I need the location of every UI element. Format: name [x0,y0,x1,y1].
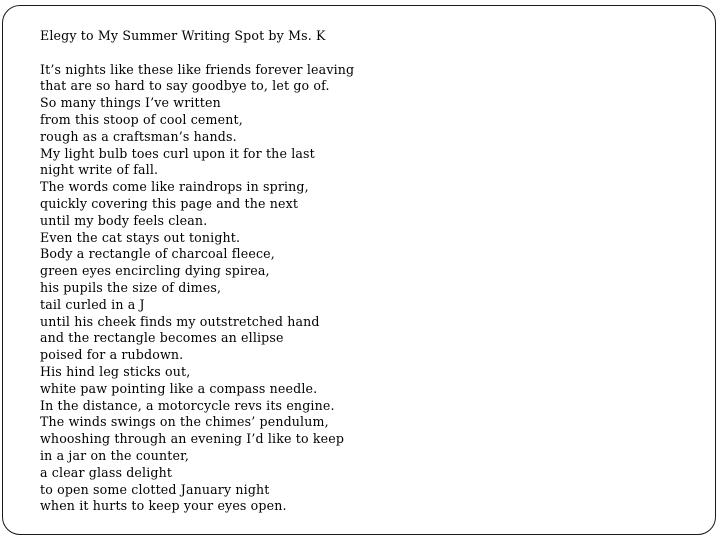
poem-title: Elegy to My Summer Writing Spot by Ms. K [40,28,326,43]
poem-line: The winds swings on the chimes’ pendulum, [40,414,329,430]
poem-line: white paw pointing like a compass needle. [40,380,318,396]
poem-line: rough as a craftsman’s hands. [40,128,237,144]
poem-line: quickly covering this page and the next [40,195,299,211]
poem-body [40,62,680,516]
poem-line: Body a rectangle of charcoal fleece, [40,246,275,262]
poem-line: green eyes encircling dying spirea, [40,263,270,279]
poem-line: when it hurts to keep your eyes open. [40,498,287,514]
poem-line: So many things I’ve written [40,95,221,111]
poem-line: in a jar on the counter, [40,447,190,463]
poem-line: His hind leg sticks out, [40,363,191,379]
poem-line: and the rectangle becomes an ellipse [40,330,284,346]
poem-line: Even the cat stays out tonight. [40,229,241,245]
poem-line: to open some clotted January night [40,481,270,497]
poem-line: whooshing through an evening I’d like to keep [40,431,345,447]
poem-line: until his cheek finds my outstretched hand [40,313,320,329]
slide-frame [2,5,716,535]
poem-line: a clear glass delight [40,464,173,480]
poem-line: that are so hard to say goodbye to, let go of. [40,78,330,94]
poem-line: In the distance, a motorcycle revs its engine. [40,397,335,413]
poem-line: from this stoop of cool cement, [40,111,243,127]
poem-line: night write of fall. [40,162,159,178]
poem-line: The words come like raindrops in spring, [40,179,309,195]
poem-line: until my body feels clean. [40,212,208,228]
poem-line: tail curled in a J [40,296,145,312]
poem-line: his pupils the size of dimes, [40,279,222,295]
poem-line: poised for a rubdown. [40,347,184,363]
poem-line: My light bulb toes curl upon it for the last [40,145,315,161]
poem-text-area [40,28,680,515]
poem-line: It’s nights like these like friends forever leaving [40,61,355,77]
